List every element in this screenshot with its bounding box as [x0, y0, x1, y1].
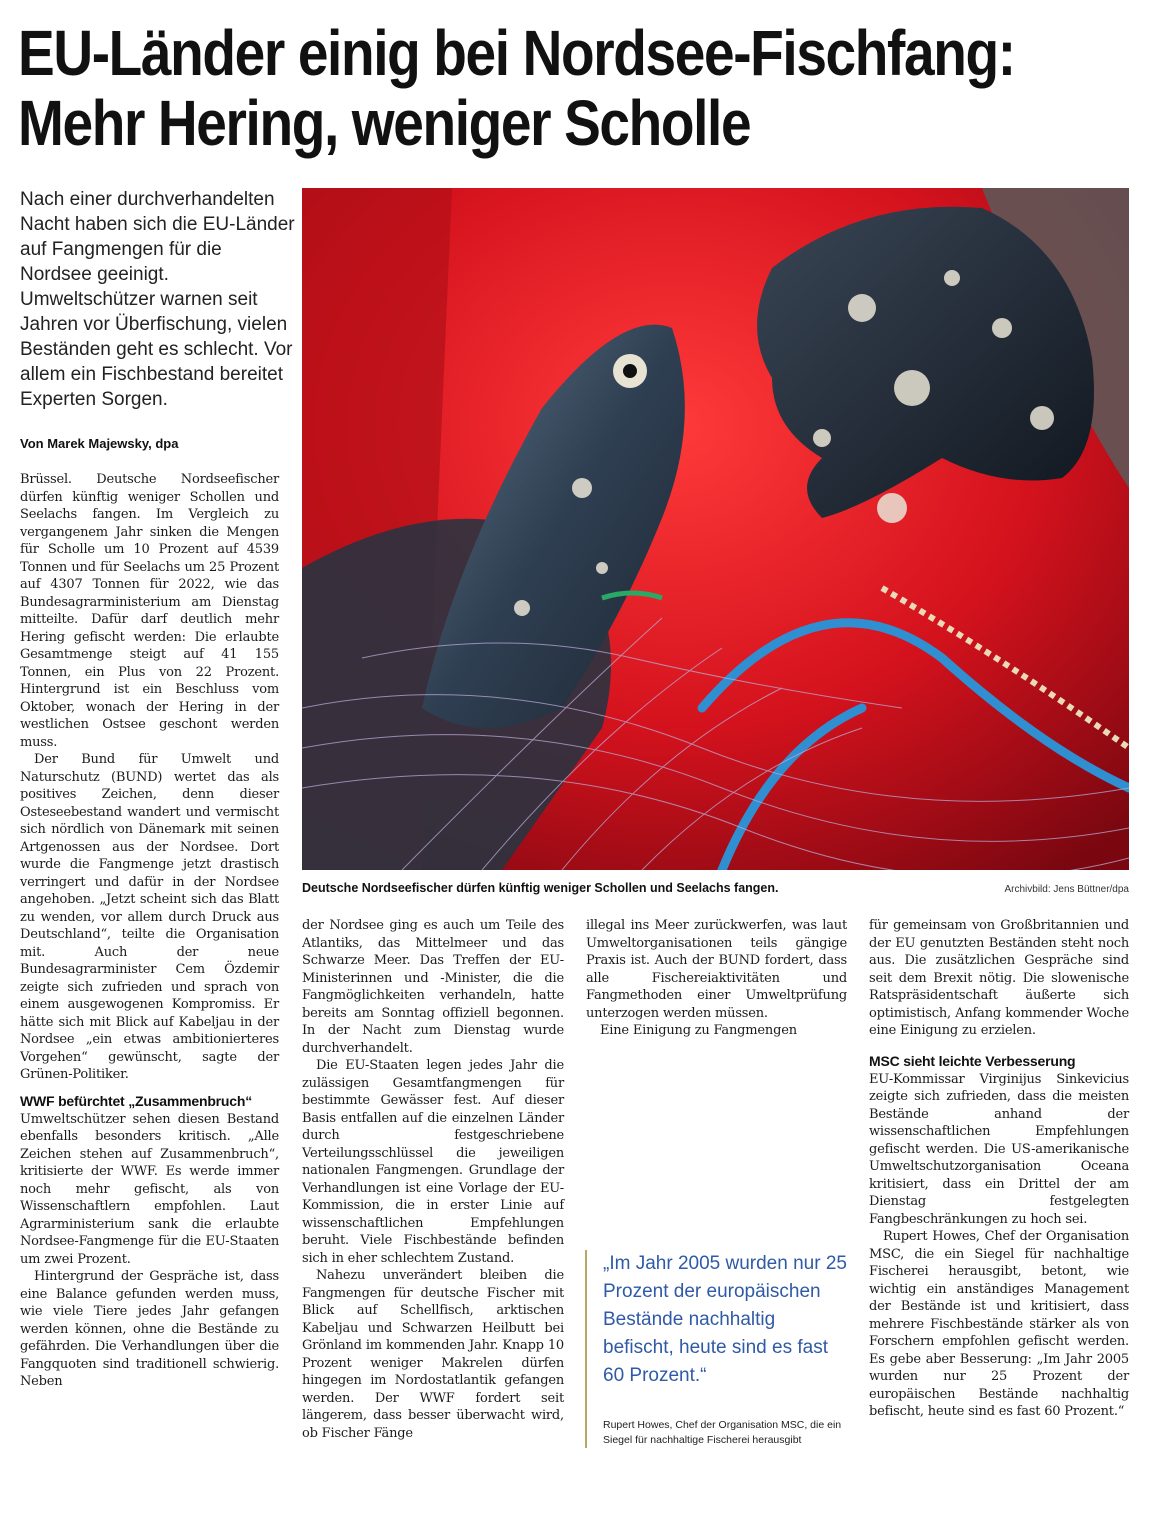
article-column-4	[869, 917, 1129, 1421]
lead-paragraph: Nach einer durchverhandelten Nacht haben sich die EU-Länder auf Fangmengen für die Nordsee geeinigt. Umweltschützer warnen seit Jahren vor Überfischung, vielen Beständen geht es schlecht. Vor allem ein Fischbestand bereitet Experten Sorgen.	[20, 189, 295, 410]
headline-line-2: Mehr Hering, weniger Scholle	[18, 87, 751, 159]
body-paragraph: der Nordsee ging es auch um Teile des Atlantiks, das Mittelmeer und das Schwarze Meer. Das Treffen der EU-Ministerinnen und -Minister, die die Fangmöglichkeiten verhandeln, hatte bereits am Sonntag offiziell begonnen. In der Nacht zum Dienstag wurde durchverhandelt.	[302, 918, 564, 1056]
byline: Von Marek Majewsky, dpa	[20, 436, 179, 451]
body-paragraph: Hintergrund der Gespräche ist, dass eine Balance gefunden werden muss, wie viele Tiere jedes Jahr gefangen werden können, ohne die Bestände zu gefährden. Die Verhandlungen über die Fangquoten sind traditionell schwierig. Neben	[20, 1269, 279, 1389]
subheading: WWF befürchtet „Zusammenbruch“	[20, 1092, 253, 1109]
photo-credit: Archivbild: Jens Büttner/dpa	[1004, 884, 1129, 895]
article-column-1	[20, 471, 279, 1391]
headline-line-1: EU-Länder einig bei Nordsee-Fischfang:	[18, 17, 1015, 89]
photo-caption: Deutsche Nordseefischer dürfen künftig weniger Schollen und Seelachs fangen.	[302, 881, 779, 895]
pull-quote-source: Rupert Howes, Chef der Organisation MSC, die ein Siegel für nachhaltige Fischerei herausgibt	[603, 1419, 842, 1446]
body-paragraph: Der Bund für Umwelt und Naturschutz (BUND) wertet das als positives Zeichen, denn dieser Osteseebestand wandert und vermischt sich nördlich von Dänemark mit seinen Artgenossen aus der Nordsee. Dort wurde die Fangmenge jetzt drastisch verringert und dafür in der Nordsee angehoben. „Jetzt scheint sich das Blatt zu wenden, vor allem durch Druck aus Deutschland“, teilte die Organisation mit. Auch der neue Bundesagrarminister Cem Özdemir zeigte sich zufrieden und sprach von einem ausgewogenen Kompromiss. Er hätte sich mit Blick auf Kabeljau in der Nordsee „ein etwas ambitionierteres Vorgehen“ gewünscht, sagte der Grünen-Politiker.	[20, 752, 279, 1082]
article-column-2	[302, 917, 564, 1442]
body-paragraph: Nahezu unverändert bleiben die Fangmengen für deutsche Fischer mit Blick auf Schellfisch, arktischen Kabeljau und Schwarzen Heilbutt bei Grönland im kommenden Jahr. Knapp 10 Prozent weniger Makrelen dürfen hingegen im Nordostatlantik gefangen werden. Der WWF fordert seit längerem, dass besser überwacht wird, ob Fischer Fänge	[302, 1268, 564, 1441]
article-photo	[302, 188, 1129, 870]
headline	[18, 17, 1015, 159]
body-paragraph: Brüssel. Deutsche Nordseefischer dürfen künftig weniger Schollen und Seelachs fangen. Im Vergleich zu vergangenem Jahr sinken die Mengen für Scholle um 10 Prozent auf 4539 Tonnen und für Seelachs um 25 Prozent auf 4307 Tonnen für 2022, wie das Bundesagrarministerium am Dienstag mitteilte. Dafür darf deutlich mehr Hering gefischt werden: Die erlaubte Gesamtmenge steigt auf 41 155 Tonnen, ein Plus von 22 Prozent. Hintergrund ist ein Beschluss vom Oktober, wonach der Hering in der westlichen Ostsee geschont werden muss.	[20, 472, 279, 750]
body-paragraph: für gemeinsam von Großbritannien und der EU genutzten Beständen steht noch aus. Die zusätzlichen Gespräche sind seit dem Brexit nötig. Die slowenische Ratspräsidentschaft äußerte sich optimistisch, Anfang kommender Woche eine Einigung zu erzielen.	[869, 918, 1129, 1038]
body-paragraph: Eine Einigung zu Fangmengen	[600, 1023, 797, 1038]
body-paragraph: EU-Kommissar Virginijus Sinkevicius zeigte sich zufrieden, dass die meisten Bestände anhand der wissenschaftlichen Empfehlungen gefischt werden. Die US-amerikanische Umweltschutzorganisation Oceana kritisiert, dass ein Drittel der am Dienstag festgelegten Fangbeschränkungen zu hoch sei.	[869, 1071, 1129, 1227]
body-paragraph: illegal ins Meer zurückwerfen, was laut Umweltorganisationen teils gängige Praxis ist. Auch der BUND fordert, dass alle Fischereiaktivitäten und Fangmethoden einer Umweltprüfung unterzogen werden müssen.	[586, 918, 847, 1021]
fish-in-net-photo	[302, 188, 1129, 870]
pull-quote-text: „Im Jahr 2005 wurden nur 25 Prozent der europäischen Bestände nachhaltig befischt, heute sind es fast 60 Prozent.“	[603, 1253, 847, 1386]
pull-quote	[585, 1250, 847, 1448]
article-column-3	[586, 917, 847, 1040]
body-paragraph: Rupert Howes, Chef der Organisation MSC, die ein Siegel für nachhaltige Fischerei herausgibt, betont, wie wichtig ein anständiges Management der Bestände ist und kritisiert, dass mehrere Fischbestände stärker als von Forschern empfohlen gefischt werden. Es gebe aber Besserung: „Im Jahr 2005 wurden nur 25 Prozent der europäischen Bestände nachhaltig befischt, heute sind es fast 60 Prozent.“	[869, 1229, 1129, 1419]
subheading: MSC sieht leichte Verbesserung	[869, 1052, 1076, 1069]
body-paragraph: Die EU-Staaten legen jedes Jahr die zulässigen Gesamtfangmengen für bestimmte Gewässer fest. Auf dieser Basis entfallen auf die einzelnen Länder durch festgeschriebene Verteilungsschlüssel die jeweiligen nationalen Fangmengen. Grundlage der Verhandlungen ist eine Vorlage der EU-Kommission, die in erster Linie auf wissenschaftlichen Empfehlungen beruht. Viele Fischbestände befinden sich in eher schlechtem Zustand.	[302, 1058, 564, 1266]
body-paragraph: Umweltschützer sehen diesen Bestand ebenfalls besonders kritisch. „Alle Zeichen stehen auf Zusammenbruch“, kritisierte der WWF. Es werde immer noch mehr gefischt, als von Wissenschaftlern empfohlen. Laut Agrarministerium sank die erlaubte Nordsee-Fangmenge für die EU-Staaten um zwei Prozent.	[20, 1111, 279, 1267]
